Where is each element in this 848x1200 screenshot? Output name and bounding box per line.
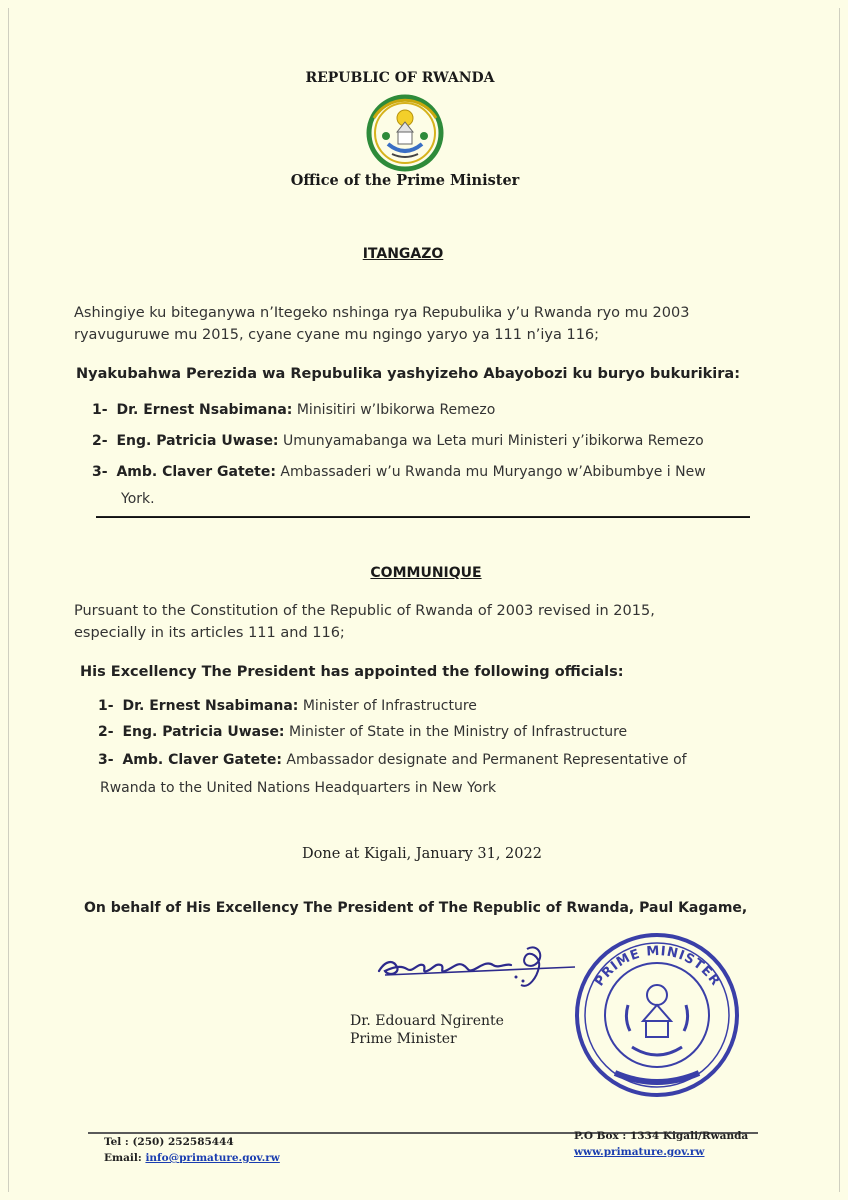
- item-number: 1-: [92, 402, 108, 418]
- itangazo-lead: Nyakubahwa Perezida wa Repubulika yashyizeho Abayobozi ku buryo bukurikira:: [76, 366, 741, 382]
- rwanda-emblem-icon: [364, 92, 446, 174]
- office-heading: Office of the Prime Minister: [290, 172, 520, 189]
- communique-item-2: [98, 724, 798, 740]
- appointee-role: Ambassador designate and Permanent Representative of: [286, 752, 687, 768]
- footer-tel: Tel : (250) 252585444: [104, 1136, 234, 1148]
- itangazo-intro-line-1: Ashingiye ku biteganywa n’Itegeko nshinga rya Repubulika y’u Rwanda ryo mu 2003: [74, 305, 690, 321]
- footer-email-line: [104, 1152, 280, 1164]
- appointee-name: Amb. Claver Gatete:: [116, 464, 276, 480]
- seal-title: PRIME MINISTER: [591, 943, 724, 990]
- appointee-role: Minister of State in the Ministry of Infrastructure: [289, 724, 628, 740]
- appointee-name: Eng. Patricia Uwase:: [122, 724, 285, 740]
- item-number: 3-: [98, 752, 114, 768]
- section-divider: [96, 516, 750, 518]
- appointee-role: Ambassaderi w’u Rwanda mu Muryango w’Abibumbye i New: [280, 464, 706, 480]
- itangazo-title: ITANGAZO: [362, 246, 444, 262]
- itangazo-item-2: [92, 433, 812, 449]
- itangazo-intro-line-2: ryavuguruwe mu 2015, cyane cyane mu ngingo yaryo ya 111 n’iya 116;: [74, 327, 600, 343]
- appointee-name: Eng. Patricia Uwase:: [116, 433, 279, 449]
- item-number: 1-: [98, 698, 114, 714]
- appointee-name: Dr. Ernest Nsabimana:: [122, 698, 299, 714]
- itangazo-item-1: [92, 402, 792, 418]
- item-number: 2-: [98, 724, 114, 740]
- signature-icon: [375, 935, 590, 997]
- republic-heading: REPUBLIC OF RWANDA: [305, 70, 495, 86]
- footer-pobox: P.O Box : 1334 Kigali/Rwanda: [574, 1130, 749, 1142]
- appointee-role: Umunyamabanga wa Leta muri Ministeri y’ibikorwa Remezo: [283, 433, 704, 449]
- communique-lead: His Excellency The President has appointed the following officials:: [80, 664, 624, 680]
- item-number: 3-: [92, 464, 108, 480]
- communique-item-3: [98, 752, 798, 768]
- signatory-name: Dr. Edouard Ngirente: [350, 1013, 504, 1029]
- footer-email-label: Email:: [104, 1152, 142, 1164]
- on-behalf: On behalf of His Excellency The President of The Republic of Rwanda, Paul Kagame,: [84, 900, 748, 916]
- footer-website-link[interactable]: www.primature.gov.rw: [574, 1146, 705, 1158]
- itangazo-item-3: [92, 464, 792, 480]
- appointee-name: Amb. Claver Gatete:: [122, 752, 282, 768]
- communique-intro: [74, 600, 794, 644]
- communique-intro-line-1: Pursuant to the Constitution of the Republic of Rwanda of 2003 revised in 2015,: [74, 603, 655, 619]
- footer-email-link[interactable]: info@primature.gov.rw: [145, 1152, 280, 1164]
- appointee-name: Dr. Ernest Nsabimana:: [116, 402, 293, 418]
- communique-title: COMMUNIQUE: [370, 565, 482, 581]
- communique-item-3-cont: Rwanda to the United Nations Headquarters in New York: [100, 780, 497, 796]
- itangazo-intro: [74, 302, 774, 346]
- appointee-role: Minister of Infrastructure: [302, 698, 477, 714]
- item-number: 2-: [92, 433, 108, 449]
- communique-intro-line-2: especially in its articles 111 and 116;: [74, 625, 345, 641]
- signatory-title: Prime Minister: [350, 1031, 457, 1047]
- appointee-role: Minisitiri w’Ibikorwa Remezo: [296, 402, 496, 418]
- prime-minister-seal-icon: [570, 925, 745, 1100]
- done-at: Done at Kigali, January 31, 2022: [302, 846, 542, 862]
- communique-item-1: [98, 698, 798, 714]
- itangazo-item-3-cont: York.: [121, 491, 155, 507]
- signatory-block: [350, 1012, 504, 1048]
